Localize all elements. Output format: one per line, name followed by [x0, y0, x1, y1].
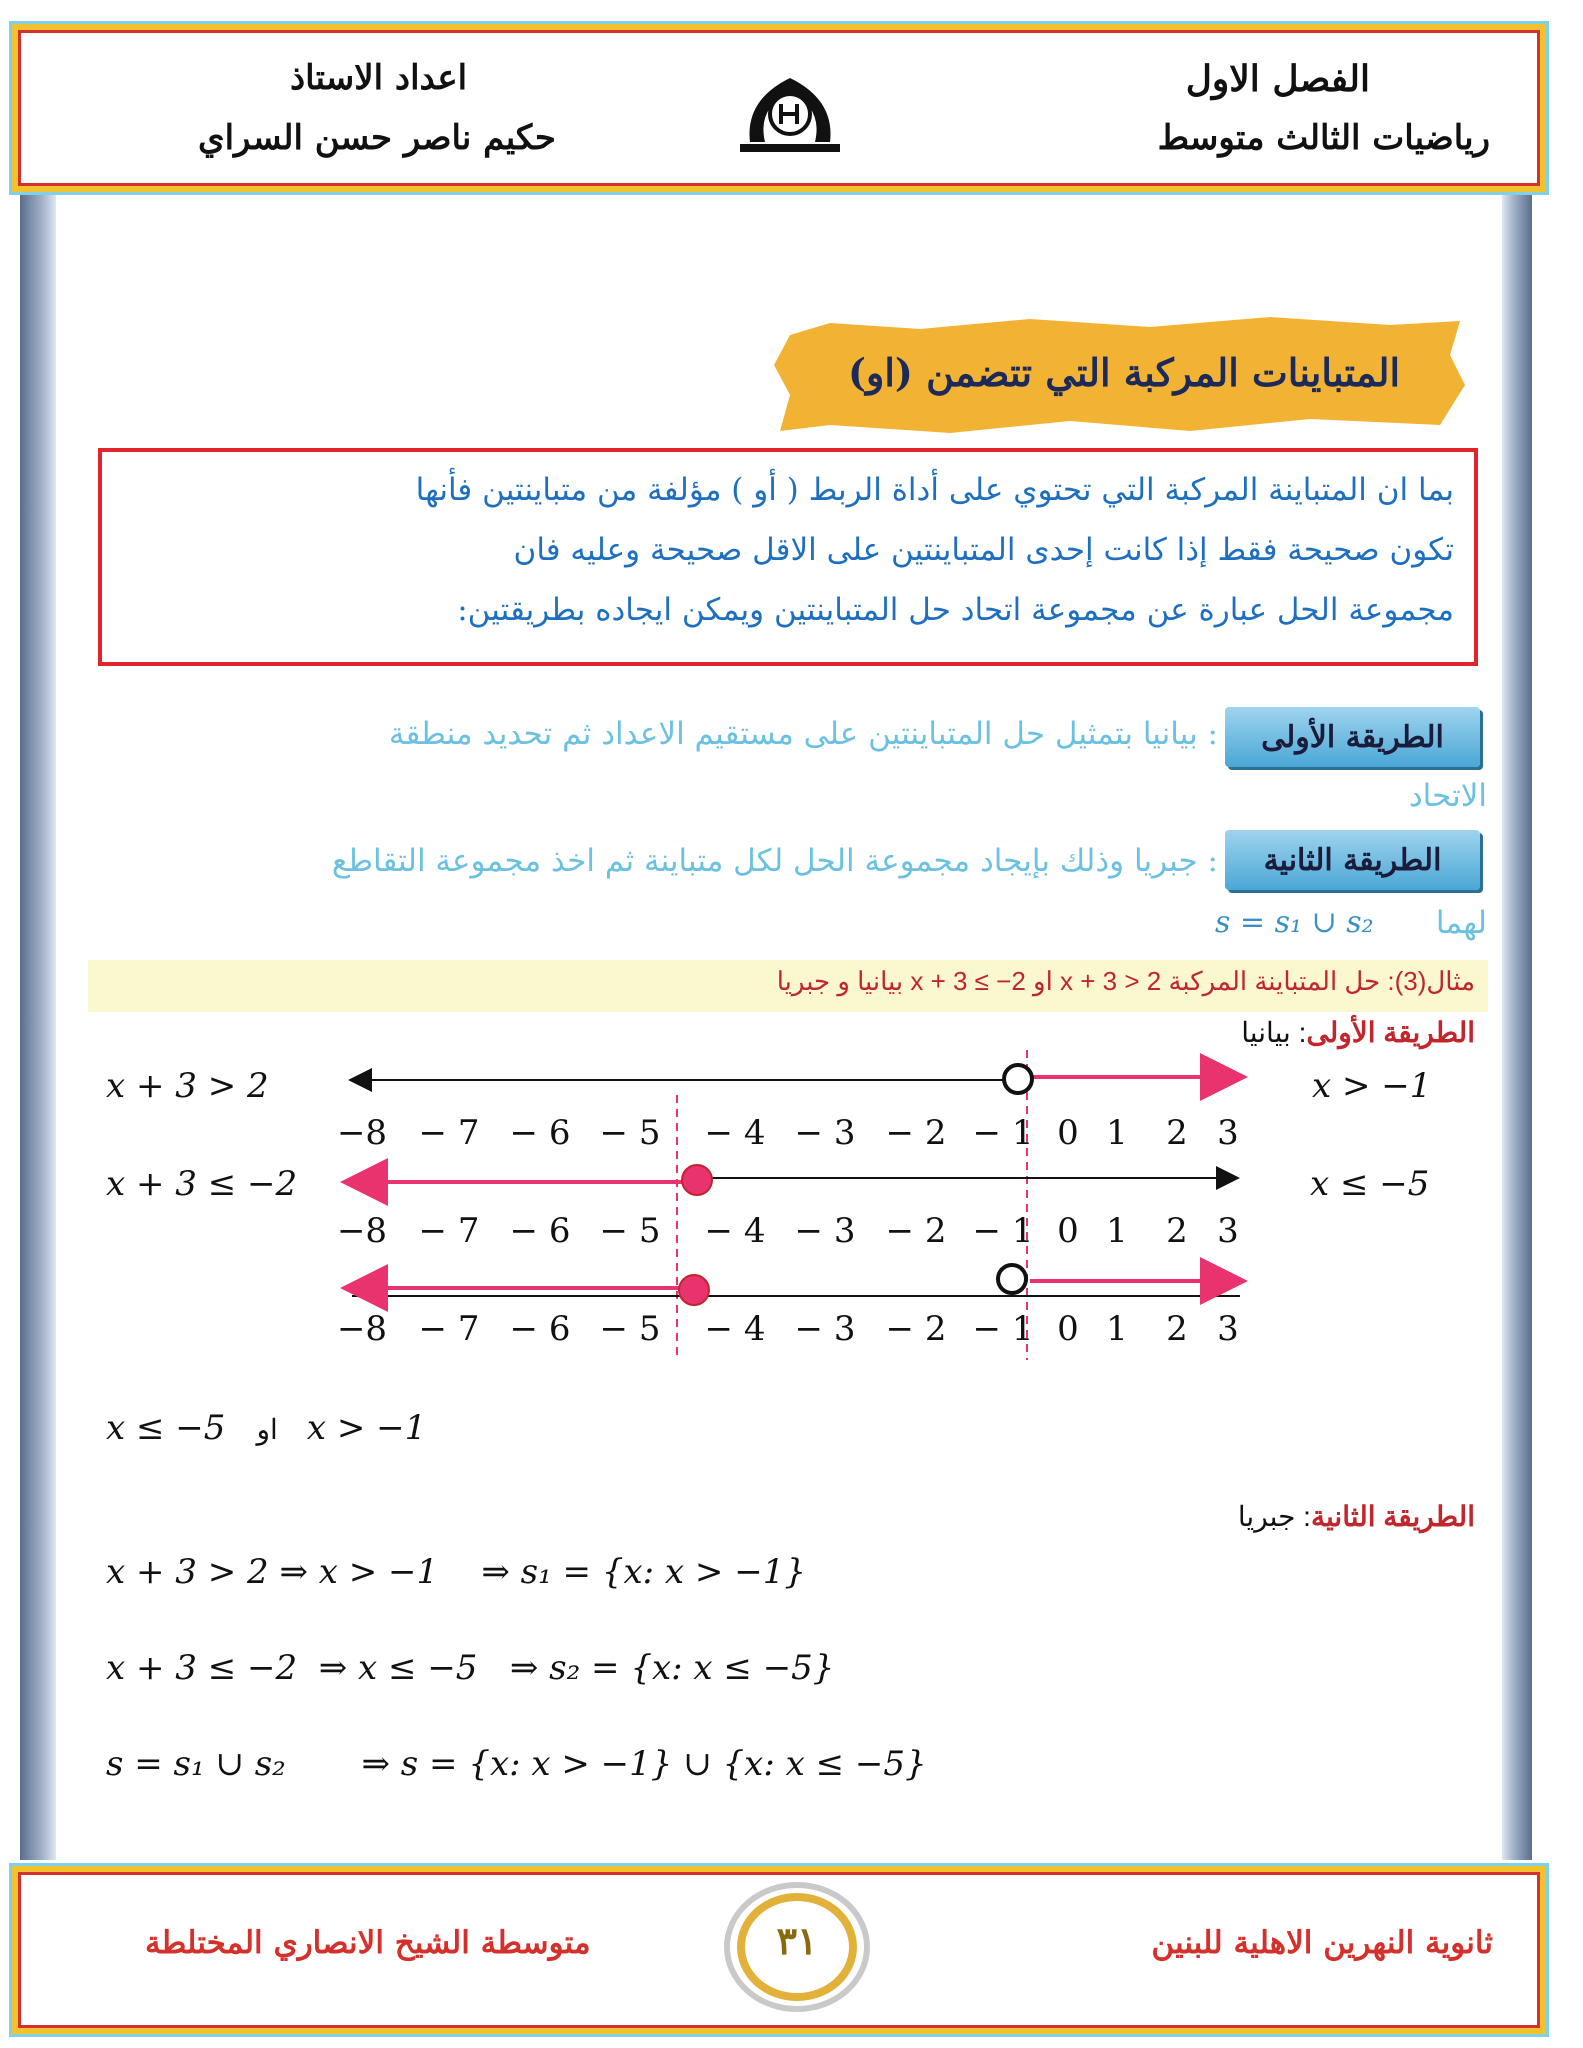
tick-label: 2	[1166, 1309, 1188, 1349]
open-dot-minus-1	[1004, 1065, 1032, 1093]
tick-label: 0	[1057, 1211, 1079, 1251]
open-dot-minus-1-combined	[998, 1265, 1026, 1293]
tick-label: 2	[1166, 1211, 1188, 1251]
chapter-title: الفصل الاول	[1185, 58, 1370, 100]
tick-label: − 1	[972, 1113, 1034, 1153]
tick-label: − 7	[418, 1113, 480, 1153]
tick-label: − 3	[794, 1211, 856, 1251]
definition-line-3: مجموعة الحل عبارة عن مجموعة اتحاد حل المتباينتين ويمكن ايجاده بطريقتين:	[457, 592, 1454, 628]
tick-label: − 1	[972, 1309, 1034, 1349]
example-statement: مثال(3): حل المتباينة المركبة x + 3 > 2 او x + 3 ≤ −2 بيانيا و جبريا	[776, 966, 1475, 996]
algebraic-method-suffix: : جبريا	[1237, 1501, 1311, 1532]
tick-label: − 3	[794, 1309, 856, 1349]
tick-label: 3	[1217, 1113, 1239, 1153]
tick-label: − 6	[509, 1211, 571, 1251]
graphical-method-suffix: : بيانيا	[1241, 1017, 1307, 1048]
tick-label: − 4	[704, 1211, 766, 1251]
tick-label: 1	[1106, 1211, 1128, 1251]
tick-label: − 6	[509, 1309, 571, 1349]
graphical-method-title: الطريقة الأولى	[1306, 1017, 1475, 1048]
tick-label: − 5	[599, 1211, 661, 1251]
tick-label: − 2	[885, 1113, 947, 1153]
union-formula: s = s₁ ∪ s₂	[1215, 905, 1374, 940]
algebraic-method-label	[1238, 1500, 1475, 1533]
tick-label: −8	[336, 1309, 388, 1349]
footer-school-left: متوسطة الشيخ الانصاري المختلطة	[145, 1925, 591, 1961]
tick-label: − 4	[704, 1309, 766, 1349]
tick-label: −8	[336, 1113, 388, 1153]
tick-label: 1	[1106, 1309, 1128, 1349]
prepared-by-label: اعداد الاستاذ	[290, 58, 468, 98]
tick-label: − 6	[509, 1113, 571, 1153]
inequality-1-right: x > −1	[1312, 1066, 1432, 1106]
algebra-row-2: x + 3 ≤ −2 ⇒ x ≤ −5 ⇒ s₂ = {x: x ≤ −5}	[106, 1648, 835, 1688]
tick-label: − 2	[885, 1211, 947, 1251]
algebra-row-1: x + 3 > 2 ⇒ x > −1 ⇒ s₁ = {x: x > −1}	[106, 1552, 806, 1592]
method-two-text: : جبريا وذلك بإيجاد مجموعة الحل لكل متباينة ثم اخذ مجموعة التقاطع	[331, 843, 1218, 879]
tick-label: −8	[336, 1211, 388, 1251]
method-one-ribbon: الطريقة الأولى	[1225, 707, 1480, 767]
tick-label: − 1	[972, 1211, 1034, 1251]
method-two-text-cont: لهما	[1435, 905, 1487, 941]
tick-labels-line-2	[337, 1211, 1239, 1251]
algebraic-method-title: الطريقة الثانية	[1310, 1501, 1475, 1532]
footer-school-right: ثانوية النهرين الاهلية للبنين	[1151, 1925, 1493, 1961]
tick-labels-line-1	[337, 1113, 1239, 1153]
graphical-result	[106, 1408, 426, 1448]
tick-label: 1	[1106, 1113, 1128, 1153]
tick-labels-line-3	[337, 1309, 1239, 1349]
closed-dot-minus-5	[682, 1165, 712, 1195]
closed-dot-minus-5-combined	[679, 1275, 709, 1305]
method-one-text: : بيانيا بتمثيل حل المتباينتين على مستقيم الاعداد ثم تحديد منطقة	[388, 716, 1218, 752]
result-right: x > −1	[306, 1408, 427, 1448]
definition-line-2: تكون صحيحة فقط إذا كانت إحدى المتباينتين على الاقل صحيحة وعليه فان	[513, 532, 1454, 568]
tick-label: − 2	[885, 1309, 947, 1349]
result-or: او	[256, 1414, 278, 1445]
definition-line-1: بما ان المتباينة المركبة التي تحتوي على أداة الربط ( أو ) مؤلفة من متباينتين فأنها	[415, 472, 1454, 508]
tick-label: − 4	[704, 1113, 766, 1153]
subject-title: رياضيات الثالث متوسط	[1157, 118, 1490, 158]
method-one-text-cont: الاتحاد	[1408, 778, 1487, 814]
tick-label: − 7	[418, 1211, 480, 1251]
tick-label: 0	[1057, 1309, 1079, 1349]
tick-label: − 3	[794, 1113, 856, 1153]
teacher-name: حكيم ناصر حسن السراي	[198, 118, 556, 158]
tick-label: 3	[1217, 1309, 1239, 1349]
inequality-1-left: x + 3 > 2	[106, 1066, 269, 1106]
tick-label: − 5	[599, 1309, 661, 1349]
algebra-row-3: s = s₁ ∪ s₂ ⇒ s = {x: x > −1} ∪ {x: x ≤ −5}	[106, 1744, 927, 1784]
tick-label: − 5	[599, 1113, 661, 1153]
tick-label: 0	[1057, 1113, 1079, 1153]
inequality-2-right: x ≤ −5	[1310, 1164, 1430, 1204]
method-two-ribbon: الطريقة الثانية	[1225, 830, 1480, 890]
inequality-2-left: x + 3 ≤ −2	[106, 1164, 298, 1204]
tick-label: 2	[1166, 1113, 1188, 1153]
result-left: x ≤ −5	[106, 1408, 226, 1448]
tick-label: 3	[1217, 1211, 1239, 1251]
page-number: ٣١	[776, 1918, 818, 1963]
tick-label: − 7	[418, 1309, 480, 1349]
page-title: المتباينات المركبة التي تتضمن (او)	[848, 350, 1400, 395]
